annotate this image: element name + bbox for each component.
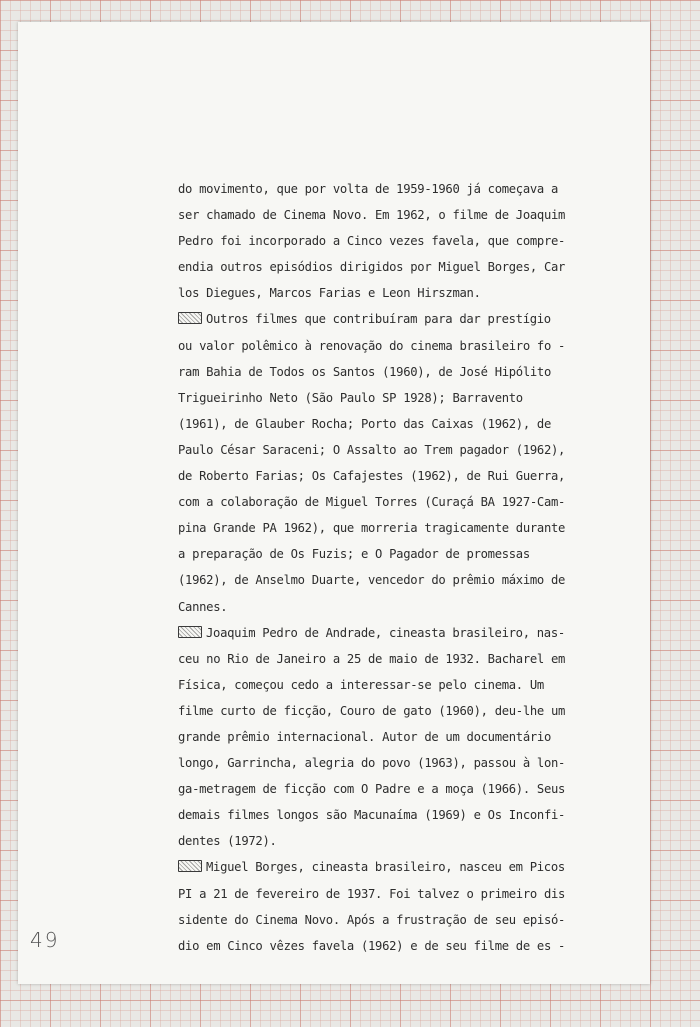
text-line-content: filme curto de ficção, Couro de gato (1960), deu-lhe um xyxy=(178,703,566,718)
text-line xyxy=(178,280,618,306)
text-line xyxy=(178,854,618,880)
text-line xyxy=(178,828,618,854)
text-line xyxy=(178,672,618,698)
text-line-content: Joaquim Pedro de Andrade, cineasta brasileiro, nas- xyxy=(206,625,565,640)
text-line xyxy=(178,646,618,672)
text-line xyxy=(178,567,618,593)
text-line-content: com a colaboração de Miguel Torres (Curaçá BA 1927-Cam- xyxy=(178,495,566,510)
text-line-content: Cannes. xyxy=(178,599,228,614)
typed-text-block xyxy=(178,176,618,959)
text-line xyxy=(178,333,618,359)
text-line-content: pina Grande PA 1962), que morreria tragicamente durante xyxy=(178,521,566,536)
text-line xyxy=(178,750,618,776)
text-line-content: Paulo César Saraceni; O Assalto ao Trem pagador (1962), xyxy=(178,442,566,457)
text-line-content: longo, Garrincha, alegria do povo (1963), passou à lon- xyxy=(178,756,566,771)
text-line xyxy=(178,698,618,724)
text-line-content: ram Bahia de Todos os Santos (1960), de José Hipólito xyxy=(178,364,551,379)
text-line-content: (1962), de Anselmo Duarte, vencedor do prêmio máximo de xyxy=(178,573,566,588)
text-line xyxy=(178,515,618,541)
text-line xyxy=(178,933,618,959)
text-line-content: ou valor polêmico à renovação do cinema brasileiro fo - xyxy=(178,338,566,353)
paragraph-marker-icon xyxy=(178,312,202,324)
text-line-content: do movimento, que por volta de 1959-1960 já começava a xyxy=(178,182,559,196)
text-line-content: Outros filmes que contribuíram para dar prestígio xyxy=(206,312,551,327)
text-line-content: PI a 21 de fevereiro de 1937. Foi talvez o primeiro dis xyxy=(178,886,566,901)
text-line xyxy=(178,306,618,332)
text-line-content: grande prêmio internacional. Autor de um documentário xyxy=(178,729,551,744)
paragraph-marker-icon xyxy=(178,626,202,638)
text-line-content: Trigueirinho Neto (São Paulo SP 1928); Barravento xyxy=(178,390,523,405)
paragraph-marker-icon xyxy=(178,860,202,872)
text-line-content: demais filmes longos são Macunaíma (1969) e Os Inconfi- xyxy=(178,808,566,823)
text-line xyxy=(178,541,618,567)
text-line-content: sidente do Cinema Novo. Após a frustração de seu episó- xyxy=(178,912,566,927)
text-line-content: de Roberto Farias; Os Cafajestes (1962), de Rui Guerra, xyxy=(178,469,566,484)
text-line-content: Física, começou cedo a interessar-se pelo cinema. Um xyxy=(178,677,544,692)
text-line-content: ceu no Rio de Janeiro a 25 de maio de 1932. Bacharel em xyxy=(178,651,566,666)
text-line xyxy=(178,881,618,907)
text-line xyxy=(178,437,618,463)
text-line-content: ga-metragem de ficção com O Padre e a moça (1966). Seus xyxy=(178,782,566,797)
text-line xyxy=(178,411,618,437)
text-line xyxy=(178,802,618,828)
text-line-content: Miguel Borges, cineasta brasileiro, nasceu em Picos xyxy=(206,860,565,875)
text-line xyxy=(178,202,618,228)
text-line xyxy=(178,489,618,515)
handwritten-page-number: 49 xyxy=(30,928,60,952)
text-line xyxy=(178,385,618,411)
text-line xyxy=(178,594,618,620)
text-line xyxy=(178,776,618,802)
text-line-content: endia outros episódios dirigidos por Miguel Borges, Car xyxy=(178,260,566,275)
text-line xyxy=(178,176,618,202)
text-line xyxy=(178,907,618,933)
text-line xyxy=(178,620,618,646)
text-line-content: (1961), de Glauber Rocha; Porto das Caixas (1962), de xyxy=(178,416,551,431)
text-line xyxy=(178,359,618,385)
text-line-content: dentes (1972). xyxy=(178,834,277,849)
text-line xyxy=(178,724,618,750)
text-line xyxy=(178,254,618,280)
text-line-content: ser chamado de Cinema Novo. Em 1962, o filme de Joaquim xyxy=(178,208,566,223)
text-line-content: Pedro foi incorporado a Cinco vezes favela, que compre- xyxy=(178,234,566,249)
text-line-content: los Diegues, Marcos Farias e Leon Hirszman. xyxy=(178,286,481,301)
text-line xyxy=(178,228,618,254)
text-line-content: a preparação de Os Fuzis; e O Pagador de promessas xyxy=(178,547,530,562)
text-line-content: dio em Cinco vêzes favela (1962) e de seu filme de es - xyxy=(178,938,566,953)
text-line xyxy=(178,463,618,489)
